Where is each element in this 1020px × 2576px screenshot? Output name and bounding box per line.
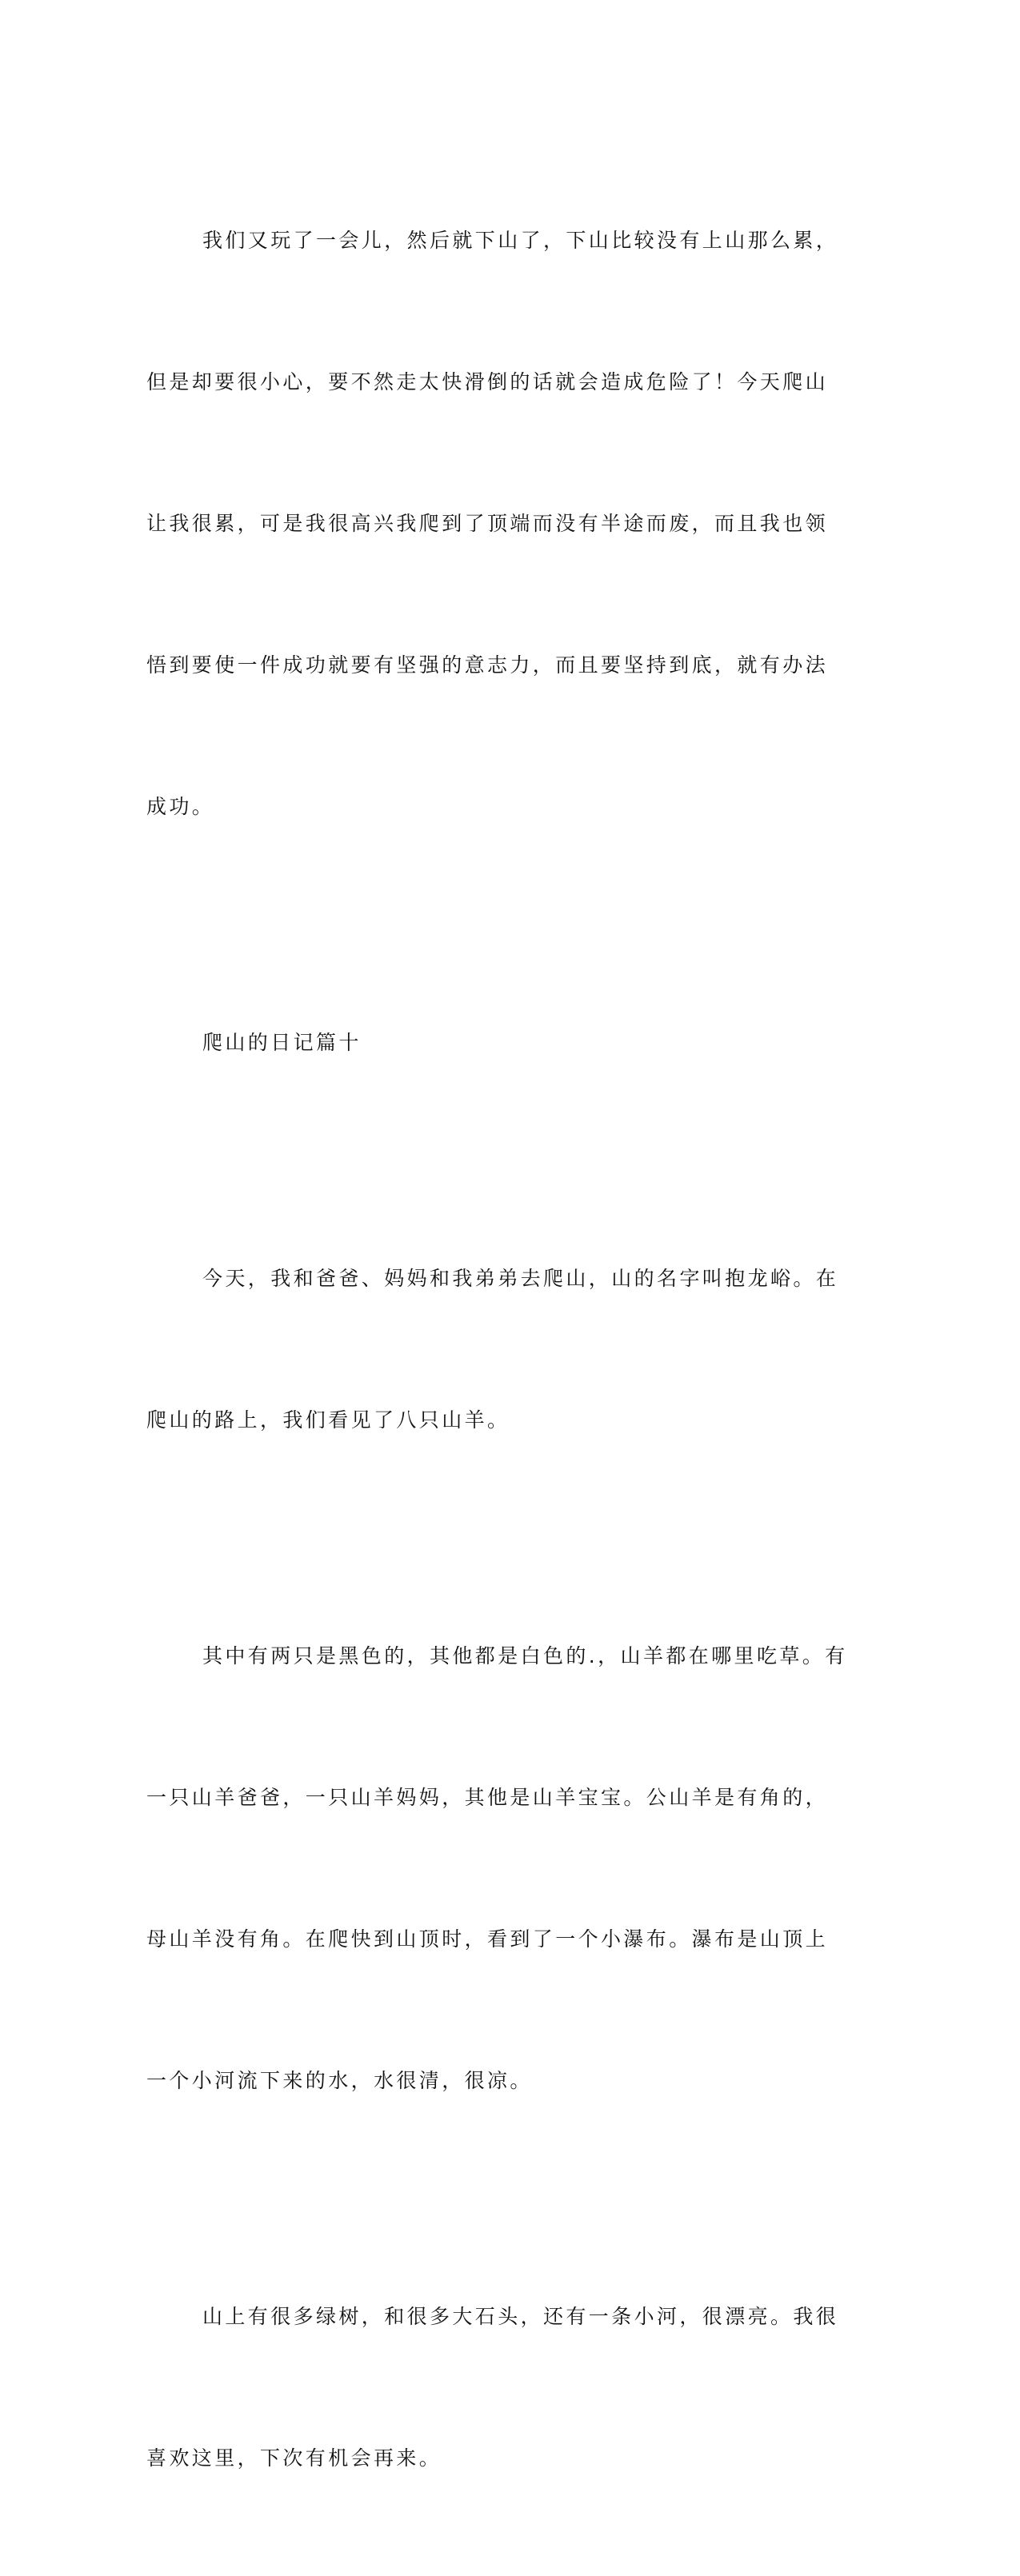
text-line: 我们又玩了一会儿，然后就下山了，下山比较没有上山那么累， [202,229,839,252]
text-line: 母山羊没有角。在爬快到山顶时，看到了一个小瀑布。瀑布是山顶上 [146,1927,829,1951]
text-line: 一个小河流下来的水，水很清，很凉。 [146,2069,533,2092]
text-line: 其中有两只是黑色的，其他都是白色的.，山羊都在哪里吃草。有 [202,1644,848,1667]
text-line: 一只山羊爸爸，一只山羊妈妈，其他是山羊宝宝。公山羊是有角的， [146,1786,829,1809]
paragraph [146,1538,848,2199]
text-line: 山上有很多绿树，和很多大石头，还有一条小河，很漂亮。我很 [202,2305,839,2328]
text-line: 喜欢这里，下次有机会再来。 [146,2446,442,2470]
heading-text: 爬山的日记篇十 [202,1031,362,1054]
section-heading [146,925,834,1160]
text-line: 成功。 [146,795,215,818]
text-line: 让我很累，可是我很高兴我爬到了顶端而没有半途而废，而且我也领 [146,512,829,535]
paragraph [146,1160,839,1538]
text-line: 今天，我和爸爸、妈妈和我弟弟去爬山，山的名字叫抱龙峪。在 [202,1267,839,1290]
paragraph [146,122,839,925]
paragraph [146,2199,839,2576]
document-body [146,122,848,2576]
text-line: 但是却要很小心，要不然走太快滑倒的话就会造成危险了！今天爬山 [146,370,829,393]
text-line: 悟到要使一件成功就要有坚强的意志力，而且要坚持到底，就有办法 [146,653,829,677]
text-line: 爬山的路上，我们看见了八只山羊。 [146,1408,510,1432]
